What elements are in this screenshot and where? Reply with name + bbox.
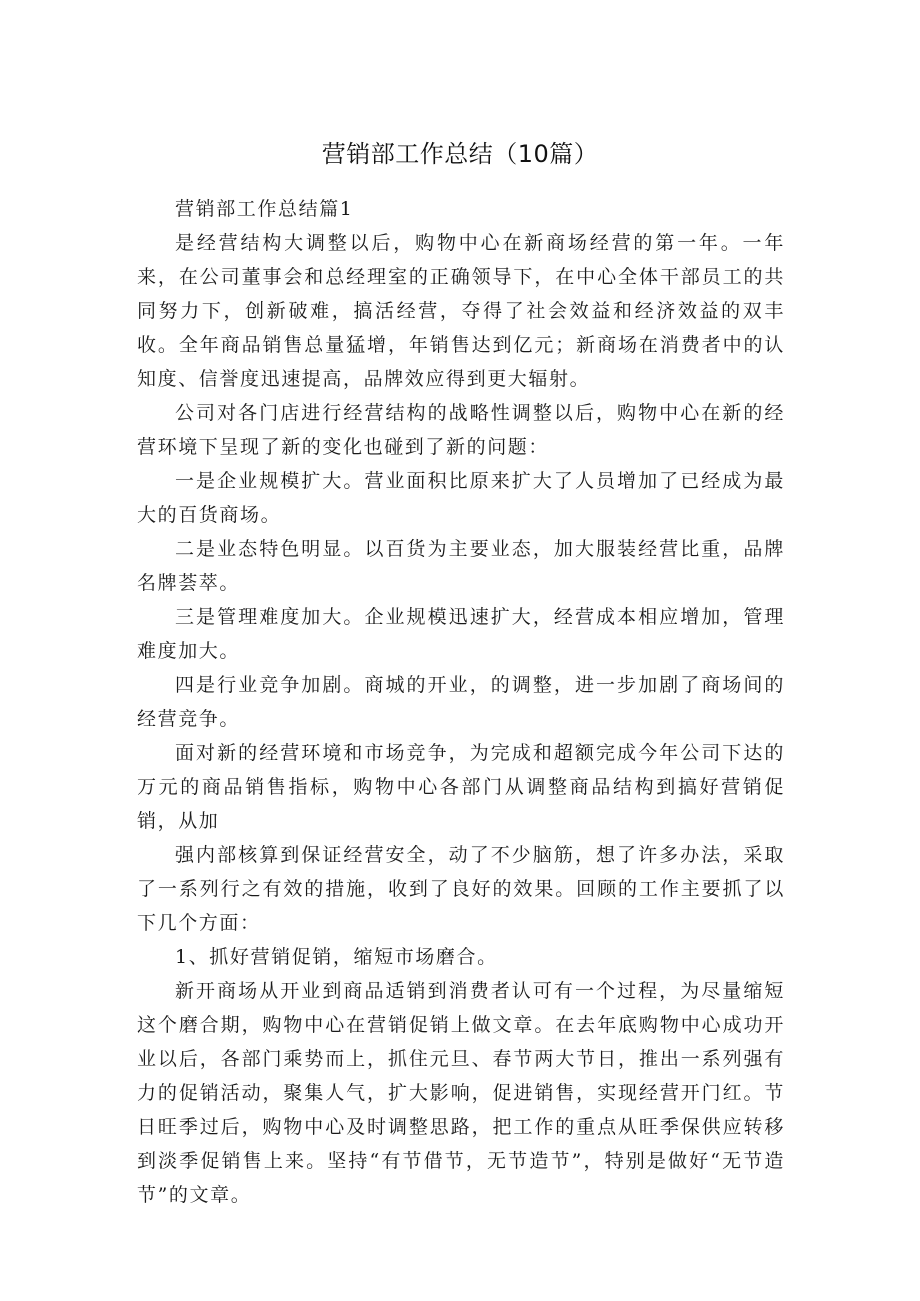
paragraph-intro: 是经营结构大调整以后，购物中心在新商场经营的第一年。一年来，在公司董事会和总经理室的正确领导下，在中心全体干部员工的共同努力下，创新破难，搞活经营，夺得了社会效益和经济效益的双丰收。全年商品销售总量猛增，年销售达到亿元；新商场在消费者中的认知度、信誉度迅速提高，品牌效应得到更大辐射。	[137, 232, 785, 390]
paragraph-point-3: 三是管理难度加大。企业规模迅速扩大，经营成本相应增加，管理难度加大。	[137, 606, 785, 662]
document-title: 营销部工作总结（10篇）	[321, 140, 599, 169]
paragraph-promotion: 新开商场从开业到商品适销到消费者认可有一个过程，为尽量缩短这个磨合期，购物中心在营销促销上做文章。在去年底购物中心成功开业以后，各部门乘势而上，抓住元旦、春节两大节日，推出一系列强有力的促销活动，聚集人气，扩大影响，促进销售，实现经营开门红。节日旺季过后，购物中心及时调整思路，把工作的重点从旺季保供应转移到淡季促销售上来。坚持“有节借节，无节造节”，特别是做好“无节造节”的文章。	[137, 980, 785, 1206]
paragraph-point-1: 一是企业规模扩大。营业面积比原来扩大了人员增加了已经成为最大的百货商场。	[137, 470, 785, 526]
paragraph-restructure: 公司对各门店进行经营结构的战略性调整以后，购物中心在新的经营环境下呈现了新的变化也碰到了新的问题：	[137, 402, 785, 458]
paragraph-challenge: 面对新的经营环境和市场竞争，为完成和超额完成今年公司下达的万元的商品销售指标，购物中心各部门从调整商品结构到搞好营销促销，从加	[137, 742, 785, 832]
paragraph-point-4: 四是行业竞争加剧。商城的开业，的调整，进一步加剧了商场间的经营竞争。	[137, 674, 785, 730]
subheading-promotion: 1、抓好营销促销，缩短市场磨合。	[175, 946, 498, 968]
section-heading: 营销部工作总结篇1	[175, 198, 354, 220]
document-body	[137, 192, 785, 1212]
paragraph-measures: 强内部核算到保证经营安全，动了不少脑筋，想了许多办法，采取了一系列行之有效的措施，收到了良好的效果。回顾的工作主要抓了以下几个方面：	[137, 844, 785, 934]
paragraph-point-2: 二是业态特色明显。以百货为主要业态，加大服装经营比重，品牌名牌荟萃。	[137, 538, 785, 594]
